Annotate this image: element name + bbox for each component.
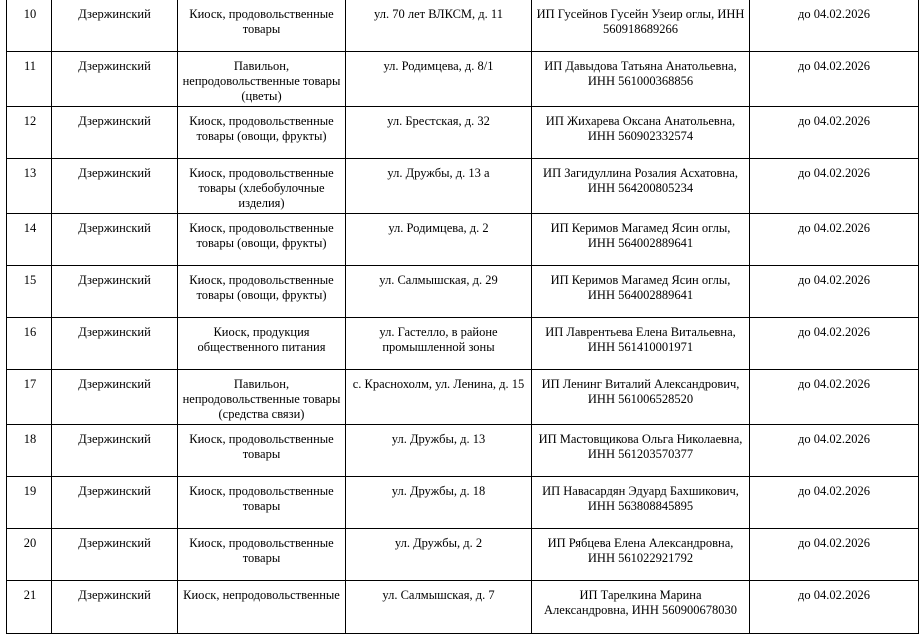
- address-cell: ул. Дружбы, д. 13: [346, 425, 532, 477]
- kiosk-registry-table: [6, 0, 919, 634]
- table-row: [7, 214, 919, 266]
- row-number-cell: 11: [7, 52, 52, 107]
- object-type-cell: Киоск, продукция общественного питания: [178, 318, 346, 370]
- district-cell: Дзержинский: [52, 0, 178, 52]
- owner-cell: ИП Тарелкина Марина Александровна, ИНН 560900678030: [532, 581, 750, 634]
- table-row: [7, 266, 919, 318]
- row-number-cell: 16: [7, 318, 52, 370]
- district-cell: Дзержинский: [52, 370, 178, 425]
- owner-cell: ИП Гусейнов Гусейн Узеир оглы, ИНН 560918689266: [532, 0, 750, 52]
- term-cell: до 04.02.2026: [750, 529, 919, 581]
- term-cell: до 04.02.2026: [750, 214, 919, 266]
- object-type-cell: Киоск, продовольственные товары: [178, 0, 346, 52]
- term-cell: до 04.02.2026: [750, 318, 919, 370]
- table-row: [7, 370, 919, 425]
- district-cell: Дзержинский: [52, 52, 178, 107]
- object-type-cell: Киоск, продовольственные товары: [178, 425, 346, 477]
- row-number-cell: 12: [7, 107, 52, 159]
- district-cell: Дзержинский: [52, 107, 178, 159]
- object-type-cell: Киоск, продовольственные товары (овощи, фрукты): [178, 214, 346, 266]
- district-cell: Дзержинский: [52, 581, 178, 634]
- object-type-cell: Киоск, продовольственные товары: [178, 477, 346, 529]
- owner-cell: ИП Лаврентьева Елена Витальевна, ИНН 561410001971: [532, 318, 750, 370]
- term-cell: до 04.02.2026: [750, 370, 919, 425]
- owner-cell: ИП Жихарева Оксана Анатольевна, ИНН 560902332574: [532, 107, 750, 159]
- term-cell: до 04.02.2026: [750, 477, 919, 529]
- row-number-cell: 13: [7, 159, 52, 214]
- table-row: [7, 159, 919, 214]
- owner-cell: ИП Навасардян Эдуард Бахшикович, ИНН 563808845895: [532, 477, 750, 529]
- address-cell: ул. Дружбы, д. 13 а: [346, 159, 532, 214]
- address-cell: ул. Дружбы, д. 18: [346, 477, 532, 529]
- term-cell: до 04.02.2026: [750, 581, 919, 634]
- row-number-cell: 21: [7, 581, 52, 634]
- object-type-cell: Киоск, непродовольственные: [178, 581, 346, 634]
- owner-cell: ИП Давыдова Татьяна Анатольевна, ИНН 561000368856: [532, 52, 750, 107]
- table-row: [7, 0, 919, 52]
- object-type-cell: Павильон, непродовольственные товары (средства связи): [178, 370, 346, 425]
- object-type-cell: Киоск, продовольственные товары (хлебобулочные изделия): [178, 159, 346, 214]
- term-cell: до 04.02.2026: [750, 425, 919, 477]
- address-cell: ул. Дружбы, д. 2: [346, 529, 532, 581]
- district-cell: Дзержинский: [52, 318, 178, 370]
- table-row: [7, 318, 919, 370]
- address-cell: ул. Родимцева, д. 8/1: [346, 52, 532, 107]
- owner-cell: ИП Загидуллина Розалия Асхатовна, ИНН 564200805234: [532, 159, 750, 214]
- district-cell: Дзержинский: [52, 266, 178, 318]
- district-cell: Дзержинский: [52, 425, 178, 477]
- address-cell: ул. Гастелло, в районе промышленной зоны: [346, 318, 532, 370]
- owner-cell: ИП Керимов Магамед Ясин оглы, ИНН 564002889641: [532, 266, 750, 318]
- owner-cell: ИП Ленинг Виталий Александрович, ИНН 561006528520: [532, 370, 750, 425]
- row-number-cell: 10: [7, 0, 52, 52]
- term-cell: до 04.02.2026: [750, 266, 919, 318]
- table-body: [7, 0, 919, 634]
- district-cell: Дзержинский: [52, 477, 178, 529]
- table-row: [7, 425, 919, 477]
- owner-cell: ИП Керимов Магамед Ясин оглы, ИНН 564002889641: [532, 214, 750, 266]
- object-type-cell: Киоск, продовольственные товары: [178, 529, 346, 581]
- address-cell: ул. Салмышская, д. 7: [346, 581, 532, 634]
- district-cell: Дзержинский: [52, 159, 178, 214]
- object-type-cell: Киоск, продовольственные товары (овощи, фрукты): [178, 266, 346, 318]
- table-row: [7, 529, 919, 581]
- object-type-cell: Павильон, непродовольственные товары (цветы): [178, 52, 346, 107]
- district-cell: Дзержинский: [52, 214, 178, 266]
- term-cell: до 04.02.2026: [750, 0, 919, 52]
- row-number-cell: 15: [7, 266, 52, 318]
- row-number-cell: 19: [7, 477, 52, 529]
- table-row: [7, 107, 919, 159]
- row-number-cell: 20: [7, 529, 52, 581]
- address-cell: ул. Родимцева, д. 2: [346, 214, 532, 266]
- owner-cell: ИП Рябцева Елена Александровна, ИНН 561022921792: [532, 529, 750, 581]
- document-page: [6, 0, 918, 634]
- object-type-cell: Киоск, продовольственные товары (овощи, фрукты): [178, 107, 346, 159]
- term-cell: до 04.02.2026: [750, 52, 919, 107]
- district-cell: Дзержинский: [52, 529, 178, 581]
- table-row: [7, 477, 919, 529]
- row-number-cell: 17: [7, 370, 52, 425]
- owner-cell: ИП Мастовщикова Ольга Николаевна, ИНН 561203570377: [532, 425, 750, 477]
- term-cell: до 04.02.2026: [750, 159, 919, 214]
- row-number-cell: 18: [7, 425, 52, 477]
- term-cell: до 04.02.2026: [750, 107, 919, 159]
- address-cell: ул. Брестская, д. 32: [346, 107, 532, 159]
- address-cell: ул. 70 лет ВЛКСМ, д. 11: [346, 0, 532, 52]
- row-number-cell: 14: [7, 214, 52, 266]
- address-cell: ул. Салмышская, д. 29: [346, 266, 532, 318]
- address-cell: с. Краснохолм, ул. Ленина, д. 15: [346, 370, 532, 425]
- table-row: [7, 52, 919, 107]
